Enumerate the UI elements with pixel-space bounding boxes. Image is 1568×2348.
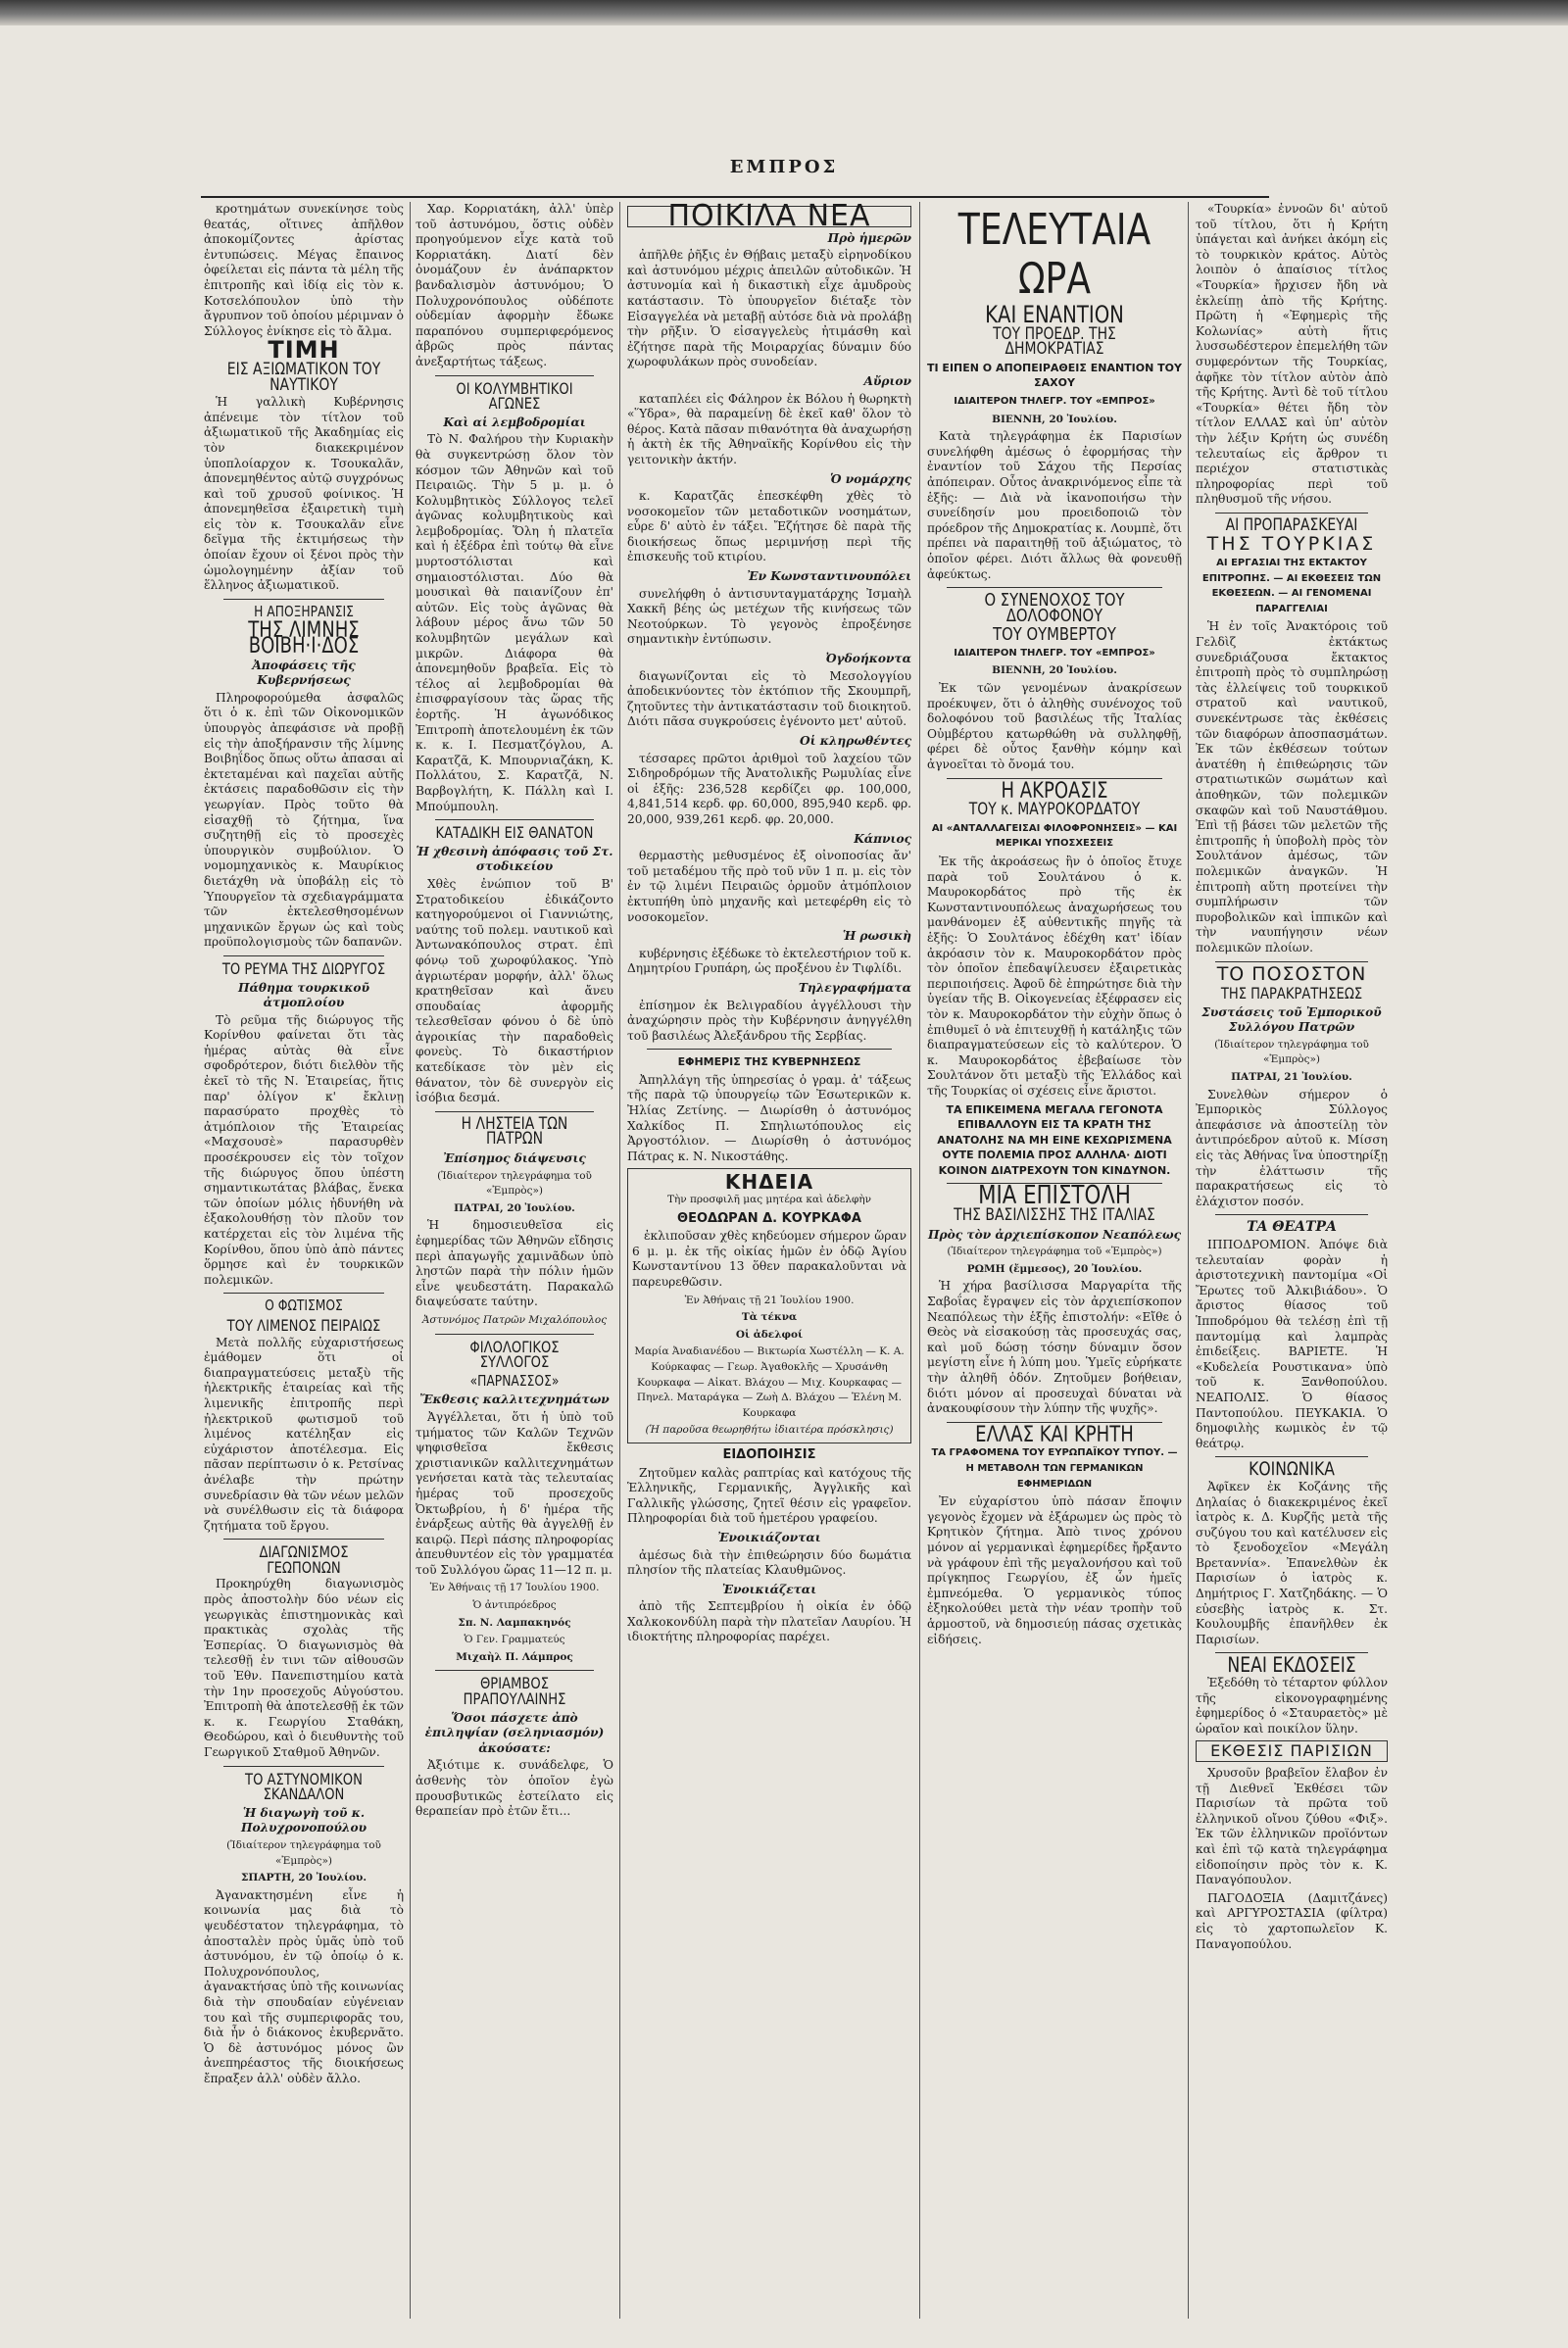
subheadline: Τηλεγραφήματα [798, 980, 911, 995]
article-text: ἀμέσως διὰ τὴν ἐπιθεώρησιν δύο δωμάτια πλησίον τῆς πλατείας Κλαυθμῶνος. [627, 1547, 911, 1578]
divider [223, 1293, 384, 1294]
divider [223, 1766, 384, 1767]
article-text: Κατὰ τηλεγράφημα ἐκ Παρισίων συνελήφθη ἀμέσως ὁ ἐφορμήσας τὴν ἐναντίον τοῦ Σάχου τῆς Περσίας ἀπόπειραν. Οὗτος ἀνακρινόμενος εἶπε τὰ ἑξῆς: — Διὰ νὰ ἱκανοποιήσω τὴν συνείδησίν μου προειδοποιῶ τὸν πρόεδρον τῆς Δημοκρατίας κ. Λουμπὲ, ὅτι πρέπει νὰ παραιτηθῇ τοῦ ἀξιώματος, τὸ ὁποῖον φέρει. Διότι ἄλλως θὰ φονευθῇ ἀφεύκτως. [927, 429, 1182, 581]
headline: Η ΑΚΡΟΑΣΙΣ [1001, 778, 1108, 804]
headline: ΤΗΣ ΛΙΜΝΗΣ ΒΟΙΒΗ·Ι·ΔΟΣ [248, 618, 360, 660]
subheadline: Ἐπίσημος διάψευσις [443, 1151, 586, 1166]
divider [435, 1670, 594, 1671]
subheadline: Πρὸ ἡμερῶν [827, 230, 911, 245]
dateline: ΒΙΕΝΝΗ, 20 Ἰουλίου. [992, 664, 1117, 677]
signer-name: Μιχαὴλ Π. Λάμπρος [456, 1650, 573, 1663]
headline: ΤΟ ΡΕΥΜΑ ΤΗΣ ΔΙΩΡΥΓΟΣ [221, 958, 386, 978]
subheadline: Ἡ διαγωγὴ τοῦ κ. Πολυχρονοπούλου [240, 1805, 368, 1835]
headline: ΑΙ ΠΡΟΠΑΡΑΣΚΕΥΑΙ [1225, 514, 1358, 535]
article-text: Τὸ ρεῦμα τῆς διώρυγος τῆς Κορίνθου φαίνεται ὅτι τὰς ἡμέρας αὐτὰς θὰ εἶνε σφοδρότερον, διότι διελθὸν τῆς ἐκεῖ τὸ τῆς Ν. Ἑταιρείας, ἥτις παρ' ὀλίγον κ' ἔκλινῃ παρασύρατο προχθὲς τὸ ἀτμόπλοιον τῆς Ἑταιρείας «Μαχσουσὲ» παρασυρθὲν προσέκρουσεν εἰς τὸν τοῖχον τῆς διώρυγος ὅπου ὑπέστη σημαντικωτάτας βλάβας, ἕνεκα τῶν ὁποίων μόλις ἠδυνήθη νὰ ἐξακολουθήσῃ τὸν πλοῦν τον κατέρχεται εἰς τὸν λιμένα τῆς Κορίνθου, ὅπου ὑπὸ ἀπὸ πάντες ὅρμησε καὶ ἐν τουρκικῶν πολεμικῶν. [204, 1012, 404, 1287]
divider [1215, 513, 1368, 514]
article-text: Ἐκ τῆς ἀκροάσεως ἣν ὁ ὁποῖος ἔτυχε παρὰ τοῦ Σουλτάνου ὁ κ. Μαυροκορδάτος πρὸ τῆς ἐκ Κωνσταντινουπόλεως ἀναχωρήσεως του μανθάνομεν ἐξ αὐθεντικῆς πηγῆς τὰ ἑξῆς: Ὁ Σουλτάνος ἐδέχθη κατ' ἰδίαν ἀκρόασιν τὸν κ. Μαυροκορδάτον πρὸς τὸν ὁποῖον ἐπεδαψίλευσεν ἐξαιρετικὰς περιποιήσεις. Ἀφοῦ δὲ ἐπηρώτησε διὰ τὴν ὑγείαν τῆς Β. Οἰκογενείας ἐξέφρασεν εἰς τὸν κ. Μαυροκορδάτον τὴν εὐχὴν ὅπως ὁ ἐπιθυμεῖ ὁ νὰ ἐπιτευχθῇ ἡ κατάληξις τῶν διαπραγματεύσεων εἰς τὸ καλύτερον. Ὁ κ. Μαυροκορδάτος ἐβεβαίωσε τὸν Σουλτάνον ὅτι μεταξὺ τῆς Ἑλλάδος καὶ τῆς Τουρκίας οἱ σχέσεις εἶνε ἄριστοι. [927, 855, 1182, 1098]
divider [435, 1111, 594, 1112]
article-text: Τὸ Ν. Φαλήρου τὴν Κυριακὴν θὰ συγκεντρώσῃ ὅλον τὸν κόσμον τῶν Ἀθηνῶν καὶ τοῦ Πειραιῶς. Τὴν 5 μ. μ. ὁ Κολυμβητικὸς Σύλλογος τελεῖ ἀγῶνας κολυμβητικοὺς καὶ λεμβοδρομίας. Ὅλη ἡ πλατεῖα καὶ ἡ ἐξέδρα ἐπὶ τούτῳ θὰ εἶνε μυρτοστόλισται καὶ σημαιοστόλισται. Δύο θὰ μουσικαὶ θὰ παιανίζουν ἐπ' αὐτῶν. Εἰς τοὺς ἀγῶνας θὰ λάβουν μέρος ἄνω τῶν 50 κολυμβητῶν μεγάλων καὶ μικρῶν. Διάφορα θὰ ἀπονεμηθοῦν βραβεῖα. Εἰς τὸ τέλος αἱ λεμβοδρομίαι θὰ ἐπισφραγίσουν τὰς ὥρας τῆς ἑορτῆς. Ἡ ἀγωνόδικος Ἐπιτροπὴ ἀποτελουμένη ἐκ τῶν κ. κ. Ι. Πεσματζόγλου, Α. Καρατζᾶ, Κ. Μπουρνιαζάκη, Κ. Πολλάτου, Σ. Καρατζᾶ, Ν. Βαρβογλήτη, Κ. Πάλλη καὶ Ι. Μπούμπουλη. [416, 432, 613, 813]
subheadline: Ἐνοικιάζεται [721, 1582, 817, 1596]
subheadline: ΤΑ ΕΠΙΚΕΙΜΕΝΑ ΜΕΓΑΛΑ ΓΕΓΟΝΟΤΑ ΕΠΙΒΑΛΛΟΥΝ ΕΙΣ ΤΑ ΚΡΑΤΗ ΤΗΣ ΑΝΑΤΟΛΗΣ ΝΑ ΜΗ ΕΙΝΕ ΚΕΧΩΡΙΣΜΕΝΑ ΟΥΤΕ ΠΟΛΕΜΙΑ ΠΡΟΣ ΑΛΛΗΛΑ· ΔΙΟΤΙ ΚΟΙΝΟΝ ΔΙΑΤΡΕΧΟΥΝ ΤΟΝ ΚΙΝΔΥΝΟΝ. [937, 1102, 1172, 1177]
article-text: ἀπῆλθε ῥῆξις ἐν Θῄβαις μεταξὺ εἰρηνοδίκου καὶ ἀστυνόμου μέχρις ἀπειλῶν αὐτοδικῶν. Ἡ ἀστυνομία καὶ ἡ δικαστικὴ εἶχε ἀμυδροὺς κατάστασιν. Τὸ ὑπουργεῖον διέταξε τὸν Εἰσαγγελέα νὰ μεταβῇ αὐτόσε διὰ νὰ προλάβῃ τὴν ρῆξιν. Ὁ εἰσαγγελεὺς ἠτιμάσθη καὶ ἐζήτησε παρὰ τῆς Μοιραρχίας δύναμιν δύο χωροφυλάκων πρὸς συνοδείαν. [627, 248, 911, 369]
headline: ΜΙΑ ΕΠΙΣΤΟΛΗ [978, 1181, 1131, 1211]
headline: ΔΙΑΓΩΝΙΣΜΟΣ ΓΕΩΠΟΝΩΝ [259, 1542, 349, 1577]
article-text: Πληροφορούμεθα ἀσφαλῶς ὅτι ὁ κ. ἐπὶ τῶν Οἰκονομικῶν ὑπουργὸς ἀπεφάσισε νὰ προβῇ εἰς τὴν ἀποξήρανσιν τῆς λίμνης Βοιβηΐδος ὅπως οὕτω ἀπασαι αἱ ἐκτεταμέναι καὶ παχεῖαι αὐτῆς ἐκτάσεις παραδοθῶσιν εἰς τὴν γεωργίαν. Πρὸς τοῦτο θὰ εἰσαχθῇ τὸ ζήτημα, ἵνα συζητηθῇ εἰς τὸ προσεχὲς ὑπουργικὸν συμβούλιον. Ὁ νομομηχανικὸς κ. Μαυρίκιος διετάχθη νὰ ὑποβάλῃ εἰς τὸ Ὑπουργεῖον τὰ σχεδιαγράμματα τῶν ἐκτελεσθησομένων μηχανικῶν ἔργων ὡς καὶ τοὺς προϋπολογισμοὺς τῶν δαπανῶν. [204, 690, 404, 950]
divider [1215, 1456, 1368, 1457]
subheadline: Ἔκθεσις καλλιτεχνημάτων [419, 1393, 610, 1407]
subheadline: Αὔριον [863, 373, 911, 388]
headline: ΚΗΔΕΙΑ [724, 1170, 814, 1195]
mourners-list: Μαρία Ἀναδιανέδου — Βικτωρία Χωστέλλη — Κ. Α. Κούρκαφας — Γεωρ. Ἀγαθοκλῆς — Χρυσάνθη Κουρκαφα — Αἰκατ. Βλάχου — Μιχ. Κουρκαφας — Πηνελ. Ματαράγκα — Ζωὴ Δ. Βλάχου — Ἑλένη Μ. Κουρκαφα [634, 1345, 905, 1419]
divider [223, 599, 384, 600]
article-text: ἐκλιποῦσαν χθὲς κηδεύομεν σήμερον ὥραν 6 μ. μ. ἐκ τῆς οἰκίας ἡμῶν ἐν ὁδῷ Ἀγίου Κωνσταντίνου 13 ὅθεν παρακαλοῦνται νὰ παρευρεθῶσιν. [632, 1229, 906, 1289]
divider [223, 1539, 384, 1540]
subheadline: Πρὸς τὸν ἀρχιεπίσκοπον Νεαπόλεως [927, 1227, 1182, 1242]
headline: Ο ΣΥΝΕΝΟΧΟΣ ΤΟΥ ΔΟΛΟΦΟΝΟΥ [984, 590, 1125, 626]
article-text: Ἀξιότιμε κ. συνάδελφε, Ὁ ἀσθενὴς τὸν ὁποῖον ἐγὼ προυσβυτικῶς ἐστείλατο εἰς θεραπείαν πρὸ ἐτῶν ἔτι... [416, 1758, 613, 1819]
headline: ΤΑ ΘΕΑΤΡΑ [1247, 1219, 1337, 1236]
divider [1215, 1214, 1368, 1215]
funeral-notice [627, 1168, 911, 1443]
signature: Ἀστυνόμος Πατρῶν Μιχαλόπουλος [421, 1313, 608, 1326]
subheadline: Πάθημα τουρκικοῦ ἀτμοπλοίου [237, 980, 370, 1010]
divider [435, 1334, 594, 1335]
notice-text: Τὴν προσφιλῆ μας μητέρα καὶ ἀδελφὴν [666, 1194, 872, 1206]
article-text: θερμαστὴς μεθυσμένος ἐξ οἰνοποσίας ἄν' τοῦ μεταδέμου τῆς πρὸ τοῦ νῦν 1 π. μ. εἰς τὸν ἐν τῷ λιμένι Πειραιῶς ὁρμοῦν ἀτμόπλοιον ἐκτυπήθη ὑπὸ μηχανῆς καὶ μετεφέρθη εἰς τὸ νοσοκομεῖον. [627, 849, 911, 924]
deceased-name: ΘΕΟΔΩΡΑΝ Δ. ΚΟΥΡΚΑΦΑ [677, 1210, 861, 1226]
headline: ΘΡΙΑΜΒΟΣ ΠΡΑΠΟΥΛΑΙΝΗΣ [463, 1674, 566, 1709]
headline: ΕΦΗΜΕΡΙΣ ΤΗΣ ΚΥΒΕΡΝΗΣΕΩΣ [677, 1055, 861, 1069]
masthead-title: ΕΜΠΡΟΣ [729, 157, 839, 177]
signer-role: Ὁ ἀντιπρόεδρος [472, 1599, 557, 1612]
headline: ΤΟ ΠΟΣΟΣΤΟΝ [1216, 962, 1367, 985]
article-text: τέσσαρες πρῶτοι ἀριθμοὶ τοῦ λαχείου τῶν Σιδηροδρόμων τῆς Ἀνατολικῆς Ρωμυλίας εἶνε οἱ ἑξῆς: 236,528 κερδίζει φρ. 100,000, 4,841,514 κερδ. φρ. 60,000, 895,940 κερδ. φρ. 20,000, 939,261 κερδ. φρ. 20,000. [627, 751, 911, 826]
notice-date: Ἐν Ἀθήναις τῇ 21 Ἰουλίου 1900. [684, 1294, 855, 1306]
article-text: κ. Καρατζᾶς ἐπεσκέφθη χθὲς τὸ νοσοκομεῖον τῶν μεταδοτικῶν νοσημάτων, εὗρε δ' αὐτὸ ἐν τάξει. Ἔζήτησε δὲ παρὰ τῆς διοικήσεως ὅπως μεριμνήσῃ περὶ τῆς ἐπισκευῆς τοῦ κτιρίου. [627, 489, 911, 564]
signer-name: Σπ. Ν. Λαμπακηνός [458, 1616, 571, 1629]
divider [947, 587, 1162, 588]
section-headline: ΤΕΛΕΥΤΑΙΑ ΩΡΑ [957, 205, 1152, 304]
column-separator [410, 202, 411, 2319]
subheadline: Κάπνιος [854, 831, 911, 846]
article-text: «Τουρκία» ἐννοῶν δι' αὐτοῦ τοῦ τίτλου, ὅτι ἡ Κρήτη ὑπάγεται καὶ ἀνήκει ἀκόμη εἰς τὸ τουρκικὸν κράτος. Αὐτὸς λοιπὸν ὁ ἀπαίσιος τίτλος «Τουρκία» ἤρχισεν ἤδη νὰ ἐκλείπῃ ἀπὸ τῆς Κρήτης. Πρῶτη ἡ «Ἐφημερὶς τῆς Κολωνίας» αὐτὴ ἥτις λυσσωδέστερον ἐπεμελήθη τῶν συμφερόντων τῆς Τουρκίας, ἀφῆκε τὸν τίτλον αὐτὸν ἀπὸ τῆς Κρήτης. Ἀντὶ δὲ τοῦ τίτλου «Τουρκία» θέτει ἤδη τὸν τίτλον ΕΛΛΑΣ καὶ ὑπ' αὐτὸν τὴν λέξιν Κρήτη ὡς συνέδη τελευταίως εἰς ἄρθρον τι περιέχον στατιστικὰς πληροφορίας περὶ τοῦ πληθυσμοῦ τῆς νήσου. [1196, 202, 1388, 507]
headline: ΤΟΥ ΛΙΜΕΝΟΣ ΠΕΙΡΑΙΩΣ [226, 1315, 381, 1335]
article-text: Ἐξεδόθη τὸ τέταρτον φύλλον τῆς εἰκονογραφημένης ἐφημερίδος ὁ «Σταυραετὸς» μὲ ὡραῖον καὶ ποικίλον ὕλην. [1196, 1676, 1388, 1736]
article-text: καταπλέει εἰς Φάληρον ἐκ Βόλου ἡ θωρηκτὴ «Ὕδρα», θὰ παραμείνῃ δὲ ἐκεῖ καθ' ὅλον τὸ θέρος. Κατὰ πᾶσαν πιθανότητα θὰ ἀναχωρήσῃ ἡ ἀκτὴ ἐκ τῆς Ἀθηναϊκῆς Κορίνθου εἰς τὴν γειτονικὴν ἀκτήν. [627, 391, 911, 466]
subheadline: Οἱ κληρωθέντες [799, 734, 911, 748]
column-3 [627, 202, 911, 2319]
headline: ΕΚΘΕΣΙΣ ΠΑΡΙΣΙΩΝ [1196, 1740, 1388, 1762]
subheadline: ΑΙ ΕΡΓΑΣΙΑΙ ΤΗΣ ΕΚΤΑΚΤΟΥ ΕΠΙΤΡΟΠΗΣ. — ΑΙ ΕΚΘΕΣΕΙΣ ΤΩΝ ΕΚΘΕΣΕΩΝ. — ΑΙ ΓΕΝΟΜΕΝΑΙ ΠΑΡΑΓΓΕΛΙΑΙ [1201, 558, 1382, 614]
headline: Η ΑΠΟΞΗΡΑΝΣΙΣ [254, 602, 354, 620]
headline: ΚΑΤΑΔΙΚΗ ΕΙΣ ΘΑΝΑΤΟΝ [435, 823, 594, 843]
notice-date: Ἐν Ἀθήναις τῇ 17 Ἰουλίου 1900. [429, 1582, 600, 1594]
article-text: Προκηρύχθη διαγωνισμὸς πρὸς ἀποστολὴν δύο νέων εἰς γεωργικὰς ἐπιστημονικὰς καὶ πρακτικὰς σχολὰς τῆς Ἑσπερίας. Ὁ διαγωνισμὸς θὰ τελεσθῇ ἐν τινι τῶν αἰθουσῶν τοῦ Ἐθν. Πανεπιστημίου κατὰ τὴν 1ην προσεχοῦς Αὐγούστου. Ἐπιτροπὴ θὰ ἀποτελεσθῇ ἐκ τῶν κ. κ. Γεωργίου Σταθάκη, Θεοδώρου, καὶ ὁ διευθυντὴς τοῦ Γεωργικοῦ Σταθμοῦ Ἀθηνῶν. [204, 1577, 404, 1759]
article-text: Ζητοῦμεν καλὰς ραπτρίας καὶ κατόχους τῆς Ἑλληνικῆς, Γερμανικῆς, Ἀγγλικῆς καὶ Γαλλικῆς γλώσσης, ζητεῖ θέσιν εἰς γραφεῖον. Πληροφορίαι διὰ τοῦ ἡμετέρου γραφείου. [627, 1465, 911, 1526]
telegram-note: (Ἰδιαίτερον τηλεγράφημα τοῦ «Ἐμπρὸς») [226, 1838, 381, 1867]
headline: ΤΟΥ ΟΥΜΒΕΡΤΟΥ [993, 624, 1116, 646]
section-headline: ΠΟΙΚΙΛΑ ΝΕΑ [627, 206, 911, 227]
headline: Η ΛΗΣΤΕΙΑ ΤΩΝ ΠΑΤΡΩΝ [461, 1113, 568, 1150]
article-text: διαγωνίζονται εἰς τὸ Μεσολογγίου ἀποδεικνύοντες τὸν ἐκτόπιον τῆς Σκουμπρῆ, ζητοῦντες τὴν ἀντικατάστασιν τοῦ διοικητοῦ. Διότι πᾶσα συγκρούσεις ἐγένοντο μετ' αὐτοῦ. [627, 668, 911, 729]
subheadline: Ὀγδοήκοντα [825, 652, 911, 666]
subheadline: Ὅσοι πάσχετε ἀπὸ ἐπιληψίαν (σεληνιασμόν) ἀκούσατε: [424, 1710, 605, 1755]
article-text: Ἡ χήρα βασίλισσα Μαργαρίτα τῆς Σαβοΐας ἔγραψεν εἰς τὸν ἀρχιεπίσκοπον Νεαπόλεως τὴν ἑξῆς ἐπιστολήν: «Εἴθε ὁ Θεὸς νὰ εἰσακούσῃ τὰς προσευχάς σας, καὶ μοῦ δώσῃ τόσην δύναμιν ὅσον μεγίστη εἶνε ἡ λύπη μου. Ὑμεῖς εὐρήκατε τὴν ἀληθῆ ὁδόν. Ζητοῦμεν βοήθειαν, διότι μόνον αἱ προσευχαὶ δύναται νὰ ἀνακουφίσουν τὴν λύπην τῆς ψυχῆς». [927, 1279, 1182, 1416]
scan-edge-band [0, 0, 1568, 25]
article-text: Ἡ γαλλικὴ Κυβέρνησις ἀπένειμε τὸν τίτλον τοῦ ἀξιωματικοῦ τῆς Ἀκαδημίας εἰς τὸν διακεκριμένον ὑποπλοίαρχον κ. Τσουκαλᾶν, ἀπονεμηθέντος αὐτῷ συγχρόνως καὶ τοῦ χρυσοῦ φοίνικος. Ἡ ἀπονεμηθεῖσα ἐξαιρετικὴ τιμὴ εἰς τὸν κ. Τσουκαλᾶν εἶνε δεῖγμα τῆς ἐκτιμήσεως τὴν ὁποίαν ἔχουν οἱ ξένοι πρὸς τὴν ὡμολογημένην ἀξίαν τοῦ ἕλληνος ἀξιωματικοῦ. [204, 395, 404, 593]
signer-role: Ὁ Γεν. Γραμματεύς [464, 1634, 565, 1646]
telegram-note: (Ἰδιαίτερον τηλεγράφημα τοῦ «Ἐμπρὸς») [1214, 1038, 1369, 1066]
telegram-note: (Ἰδιαίτερον τηλεγράφημα τοῦ «Ἐμπρὸς») [437, 1169, 592, 1198]
divider [435, 375, 594, 376]
column-1 [204, 202, 404, 2319]
article-text: Ἡ δημοσιευθεῖσα εἰς ἐφημερίδας τῶν Ἀθηνῶν εἴδησις περὶ ἀπαγωγῆς χαμινᾶδων ὑπὸ ληστῶν παρὰ τὴν πόλιν ἡμῶν εἶνε ψευδεστάτη. Παρακαλῶ διαψεύσατε ταύτην. [416, 1218, 613, 1309]
subheadline: Συστάσεις τοῦ Ἐμπορικοῦ Συλλόγου Πατρῶν [1201, 1004, 1382, 1035]
article-text: Συνελθὼν σήμερον ὁ Ἐμπορικὸς Σύλλογος ἀπεφάσισε νὰ ἀποστείλῃ τὸν ἀντιπρόεδρον αὐτοῦ κ. Μίσση εἰς τὰς Ἀθήνας ἵνα ὑποστηρίξῃ τὴν ἐλάττωσιν τῆς παρακρατήσεως εἰς τὸ ἐλάχιστον ποσόν. [1196, 1087, 1388, 1208]
headline: ΝΕΑΙ ΕΚΔΟΣΕΙΣ [1227, 1653, 1356, 1678]
article-text: Ἐκ τῶν γενομένων ἀνακρίσεων προέκυψεν, ὅτι ὁ ἀληθὴς συνένοχος τοῦ δολοφόνου τοῦ βασιλέως τῆς Ἰταλίας Οὐμβέρτου κατωρθώθη νὰ συλληφθῇ, φέρει δὲ οὗτος ξανθὴν κόμην καὶ ἀγνοεῖται τὸ ὄνομά του. [927, 681, 1182, 772]
telegram-note: ΙΔΙΑΙΤΕΡΟΝ ΤΗΛΕΓΡ. ΤΟΥ «ΕΜΠΡΟΣ» [954, 647, 1155, 659]
dateline: ΒΙΕΝΝΗ, 20 Ἰουλίου. [992, 413, 1117, 425]
column-separator [1188, 202, 1189, 2319]
column-4 [927, 202, 1182, 2319]
headline: ΕΛΛΑΣ ΚΑΙ ΚΡΗΤΗ [975, 1422, 1134, 1447]
headline: ΕΙΣ ΑΞΙΩΜΑΤΙΚΟΝ ΤΟΥ ΝΑΥΤΙΚΟΥ [226, 359, 381, 395]
article-text: Χρυσοῦν βραβεῖον ἔλαβον ἐν τῇ Διεθνεῖ Ἐκθέσει τῶν Παρισίων τὰ πρῶτα τοῦ ἐλληνικοῦ οἴνου ζύθου «Φιξ». Ἐκ τῶν ἐλληνικῶν προϊόντων καὶ ἐπὶ τῷ κατὰ τηλεγράφημα εἰδοποίησιν πρὸς τὸν κ. Κ. Παναγόπουλον. [1196, 1766, 1388, 1887]
headline: ΚΟΙΝΩΝΙΚΑ [1249, 1458, 1335, 1481]
headline: «ΠΑΡΝΑΣΣΟΣ» [469, 1371, 560, 1390]
article-text: κυβέρνησις ἐξέδωκε τὸ ἐκτελεστήριον τοῦ κ. Δημητρίου Γρυπάρη, ὡς προξένου ἐν Τιφλίδι. [627, 946, 911, 976]
subheadline: Καὶ αἱ λεμβοδρομίαι [443, 415, 586, 429]
dateline: ΠΑΤΡΑΙ, 20 Ἰουλίου. [454, 1201, 575, 1214]
column-separator [919, 202, 920, 2319]
subheadline: ΤΙ ΕΙΠΕΝ Ο ΑΠΟΠΕΙΡΑΘΕΙΣ ΕΝΑΝΤΙΟΝ ΤΟΥ ΣΑΧΟΥ [927, 361, 1182, 390]
article-text: ἀπὸ τῆς Σεπτεμβρίου ἡ οἰκία ἐν ὁδῷ Χαλκοκονδύλη παρὰ τὴν πλατεῖαν Λαυρίου. Ἡ ιδιοκτήτης πληροφορίας παρέχει. [627, 1599, 911, 1644]
article-text: Ἡ ἐν τοῖς Ἀνακτόροις τοῦ Γελδὶζ ἐκτάκτως συνεδριάζουσα ἔκτακτος ἐπιτροπὴ πρὸς τὸ συμπληρώσῃ τὰς ἐλλείψεις τοῦ τουρκικοῦ στρατοῦ καὶ ναυτικοῦ, συνεκέντρωσε τὰς ἐκθέσεις τῶν διαφόρων ἀποσπασμάτων. Ἐκ τῶν ἐκθέσεων τούτων ἀνατέθη ἡ ἐπιθεώρησις τῶν στρατιωτικῶν σωμάτων καὶ ἀποθηκῶν, τῶν πολεμικῶν σκαφῶν καὶ τοῦ Ναυστάθμου. Ἐπὶ τῇ βάσει τῶν μελετῶν τῆς ἐπιτροπῆς ἡ ὑποβολὴ πρὸς τὸν Σουλτάνον ἀμέσως, τῶν πολεμικῶν ἀναγκῶν. Ἡ ἐπιτροπὴ αὕτη προτείνει τὴν συμπλήρωσιν τῶν πυροβολικῶν καὶ ἱππικῶν καὶ τὴν ναυπήγησιν νέων πολεμικῶν πλοίων. [1196, 619, 1388, 954]
headline: ΤΗΣ ΒΑΣΙΛΙΣΣΗΣ ΤΗΣ ΙΤΑΛΙΑΣ [954, 1205, 1155, 1226]
subheadline: Ἀποφάσεις τῆς Κυβερνήσεως [252, 658, 356, 688]
headline: ΤΟΥ κ. ΜΑΥΡΟΚΟΡΔΑΤΟΥ [968, 800, 1141, 820]
article-text: Ἀγανακτησμένη εἶνε ἡ κοινωνία μας διὰ τὸ ψευδέστατον τηλεγράφημα, τὸ ἀποσταλὲν πρὸς ὑμᾶς ὑπὸ τοῦ ἀστυνόμου, ἐν τῷ ὁποίῳ ὁ κ. Πολυχρονόπουλος, ἀγανακτήσας ὑπὸ τῆς κοινωνίας διὰ τὴν σπουδαίαν εὐγένειαν του καὶ τῆς συμπεριφορᾶς του, διὰ ἦν ὁ διάκονος ἐκυβερνᾶτο. Ὁ δὲ ἀστυνόμος μόνος ὢν ἀνεπηρέαστος τῆς διοικήσεως ἔπραξεν ἀλλ' οὐδὲν ἄλλο. [204, 1887, 404, 2085]
article-text: ΙΠΠΟΔΡΟΜΙΟΝ. Ἀπόψε διὰ τελευταίαν φορὰν ἡ ἀριστοτεχνικὴ παντομίμα «Οἱ Ἔρωτες τοῦ Ἀλκιβιάδου». Ὁ ἄριστος θίασος τοῦ Ἱπποδρόμου θὰ τελέσῃ ἐπὶ τῇ παντομίμᾳ καὶ λαμπρὰς ἐπιδείξεις. ΒΑΡΙΕΤΕ. Ἡ «Κυδελεία Ρουστικανα» ὑπὸ τοῦ κ. Ξανθοπούλου. ΝΕΑΠΟΛΙΣ. Ὁ θίασος Παντοπούλου. ΠΕΥΚΑΚΙΑ. Ὁ δημοφιλὴς κωμικὸς ἐν τῷ θεάτρῳ. [1196, 1238, 1388, 1450]
dateline: ΣΠΑΡΤΗ, 20 Ἰουλίου. [241, 1872, 367, 1884]
subheadline: Ὁ νομάρχης [830, 471, 911, 486]
headline: ΤΟΥ ΠΡΟΕΔΡ. ΤΗΣ ΔΗΜΟΚΡΑΤΙΑΣ [993, 323, 1116, 360]
article-text: ἐπίσημον ἐκ Βελιγραδίου ἀγγέλλουσι τὴν ἀναχώρησιν πρὸς τὴν Κυβέρνησιν ἀνηγγέλθη τοῦ βασιλέως Ἀλεξάνδρου τῆς Σερβίας. [627, 998, 911, 1043]
headline: ΤΗΣ ΤΟΥΡΚΙΑΣ [1206, 533, 1377, 556]
mourners-label: Οἱ ἀδελφοί [735, 1328, 804, 1341]
column-separator [619, 202, 620, 2319]
telegram-note: ΙΔΙΑΙΤΕΡΟΝ ΤΗΛΕΓΡ. ΤΟΥ «ΕΜΠΡΟΣ» [954, 395, 1155, 407]
subheadline: Ἐνοικιάζονται [717, 1530, 821, 1544]
headline: ΟΙ ΚΟΛΥΜΒΗΤΙΚΟΙ ΑΓΩΝΕΣ [456, 378, 573, 414]
article-text: συνελήφθη ὁ ἀντισυνταγματάρχης Ἰσμαὴλ Χακκῆ βέης ὡς μετέχων τῆς κινήσεως τῶν Νεοτούρκων. Τὸ γεγονὸς ἐπροξένησε σημαντικὴν ἐντύπωσιν. [627, 586, 911, 647]
headline: Ο ΦΩΤΙΣΜΟΣ [265, 1296, 343, 1315]
dateline: ΠΑΤΡΑΙ, 21 Ἰουλίου. [1231, 1071, 1352, 1084]
divider [647, 1049, 892, 1050]
headline: ΤΟ ΑΣΤΥΝΟΜΙΚΟΝ ΣΚΑΝΔΑΛΟΝ [245, 1769, 363, 1804]
article-text: κροτημάτων συνεκίνησε τοὺς θεατάς, οἵτινες ἀπῆλθον ἀποκομίζοντες ἀρίστας ἐντυπώσεις. Μέγας ἔπαινος ὀφείλεται εἰς πάντα τὰ μέλη τῆς ἐπιτροπῆς καὶ ἰδίᾳ εἰς τὸν κ. Κοτσελόπουλον ὑπὸ τὴν ἄγρυπνον τοῦ ὁποίου μέριμναν ὁ Σύλλογος ἐνίκησε εἰς τὸ ἄλμα. [204, 202, 404, 338]
article-text: Ἐν εὐχαρίστου ὑπὸ πάσαν ἔποψιν γεγονὸς ἔχομεν νὰ ἐξάρωμεν ὡς πρὸς τὸ Κρητικὸν ζήτημα. Ἀπὸ τινος χρόνου μόνον αἱ γερμανικαὶ ἐφημερίδες ἤρξαντο νὰ γράφουν ἐπὶ τῆς μεγαλονήσου καὶ τοῦ πρίγκηπος Γεωργίου, ἐξ ὧν ἡμεῖς ἐμπνεόμεθα. Ὁ γερμανικὸς τύπος ἐξηκολούθει μετὰ τὴν νέαν τροπὴν τοῦ ἁρμοστοῦ, νὰ δημοσιεύῃ πάσας σχετικὰς εἰδήσεις. [927, 1494, 1182, 1646]
article-text: Χθὲς ἐνώπιον τοῦ Β' Στρατοδικείου ἐδικάζοντο κατηγορούμενοι οἱ Γιαννιώτης, ναύτης τοῦ πολεμ. ναυτικοῦ καὶ Ἀντωνακόπουλος στρατ. ἐπὶ φόνῳ τοῦ χωροφύλακος. Ὑπὸ ἀγριωτέραν μορφήν, ἀλλ' ὅλως κρατηθεῖσαν καὶ ἄνευ σπουδαίας ἀφορμῆς τελεσθεῖσαν φόνου ὁ δὲ ὑπὸ ἀγροικίας τὴν παραδοθεὶς φονεὺς. Τὸ δικαστήριον κατεδίκασε τὸν μὲν εἰς θάνατον, τὸν δὲ συνεργὸν εἰς ἰσόβια δεσμά. [416, 876, 613, 1105]
column-5 [1196, 202, 1388, 2319]
article-text: Ἀφῖκεν ἐκ Κοζάνης τῆς Δηλαίας ὁ διακεκριμένος ἐκεῖ ἰατρὸς κ. Δ. Κυρζῆς μετὰ τῆς συζύγου του καὶ κατέλυσεν εἰς τὸ ξενοδοχεῖον «Μεγάλη Βρεταννία». Ἐπανελθὼν ἐκ Παρισίων ὁ ἰατρὸς κ. Δημήτριος Γ. Χατζηδάκης. — Ὁ εὐσεβὴς ἰατρὸς κ. Στ. Κουλουμβῆς ἐπανῆλθεν ἐκ Παρισίων. [1196, 1479, 1388, 1646]
headline: ΦΙΛΟΛΟΓΙΚΟΣ ΣΥΛΛΟΓΟΣ [469, 1337, 560, 1372]
column-2 [416, 202, 613, 2319]
notice-footnote: (Ἡ παροῦσα θεωρηθήτω ἰδιαιτέρα πρόσκλησις) [645, 1424, 894, 1437]
headline: ΚΑΙ ΕΝΑΝΤΙΟΝ [985, 301, 1124, 328]
telegram-note: (Ἰδιαίτερον τηλεγράφημα τοῦ «Ἐμπρὸς») [947, 1246, 1162, 1258]
divider [223, 955, 384, 956]
article-text: ΠΑΓΟΔΟΞΙΑ (Δαμιτζάνες) καὶ ΑΡΓΥΡΟΣΤΑΣΙΑ (φίλτρα) εἰς τὸ χαρτοπωλεῖον Κ. Παναγοπούλου. [1196, 1890, 1388, 1951]
article-text: Ἀπηλλάγη τῆς ὑπηρεσίας ὁ γραμ. ἀ' τάξεως τῆς παρὰ τῷ ὑπουργείῳ τῶν Ἐσωτερικῶν κ. Ἠλίας Ζετίνης. — Διωρίσθη ὁ ἀστυνόμος Χαλκίδος Π. Σπηλιωτόπουλος εἰς Ἀργοστόλιον. — Διωρίσθη ὁ ἀστυνόμος Πάτρας κ. Ν. Νικοστάθης. [627, 1072, 911, 1163]
headline: ΕΙΔΟΠΟΙΗΣΙΣ [722, 1446, 816, 1462]
divider [435, 819, 594, 820]
headline: ΤΗΣ ΠΑΡΑΚΡΑΤΗΣΕΩΣ [1220, 984, 1363, 1003]
headline: ΤΙΜΗ [268, 336, 340, 365]
subheadline: Ἐν Κωνσταντινουπόλει [747, 569, 911, 584]
article-text: Μετὰ πολλῆς εὐχαριστήσεως ἐμάθομεν ὅτι οἱ διαπραγματεύσεις μεταξὺ τῆς ἠλεκτρικῆς ἑταιρείας καὶ τῆς λιμενικῆς ἐπιτροπῆς περὶ ἠλεκτρικοῦ φωτισμοῦ τοῦ λιμένος κατέληξαν εἰς εὐχάριστον ἀποτέλεσμα. Εἰς πᾶσαν περίπτωσιν ὁ κ. Ρετσίνας ἀνέλαβε τὴν πρώτην συνεδρίασιν θὰ τῶν νέων μελῶν νὰ συνέλθωσιν εἰς τὰ διάφορα ζητήματα τοῦ ἔργου. [204, 1335, 404, 1533]
subheadline: Ἡ ρωσικὴ [842, 929, 911, 944]
divider [1215, 961, 1368, 962]
subheadline: ΑΙ «ΑΝΤΑΛΛΑΓΕΙΣΑΙ ΦΙΛΟΦΡΟΝΗΣΕΙΣ» — ΚΑΙ ΜΕΡΙΚΑΙ ΥΠΟΣΧΕΣΕΙΣ [931, 822, 1178, 850]
mourners-label: Τὰ τέκνα [741, 1311, 798, 1324]
subheadline: ΤΑ ΓΡΑΦΟΜΕΝΑ ΤΟΥ ΕΥΡΩΠΑΪΚΟΥ ΤΥΠΟΥ. — Η ΜΕΤΑΒΟΛΗ ΤΩΝ ΓΕΡΜΑΝΙΚΩΝ ΕΦΗΜΕΡΙΔΩΝ [931, 1447, 1178, 1490]
article-text: Χαρ. Κορριατάκη, ἀλλ' ὑπὲρ τοῦ ἀστυνόμου, ὅστις οὐδὲν προηγούμενον εἶχε κατὰ τοῦ Κορριατάκη. Διατί δὲν ὀνομάζουν ἐν ἀνάπαρκτον βανδαλισμὸν ἀστυνόμου; Ὁ Πολυχρονόπουλος οὐδέποτε οὐδεμίαν ἀφορμὴν ἔδωκε παραπόνου συμπεριφερόμενος ἀβρῶς πρὸς πάντας ἀνεξαρτήτως τάξεως. [416, 202, 613, 368]
dateline: ΡΩΜΗ (ἔμμεσος), 20 Ἰουλίου. [966, 1262, 1143, 1275]
article-text: Ἀγγέλλεται, ὅτι ἡ ὑπὸ τοῦ τμήματος τῶν Καλῶν Τεχνῶν ψηφισθεῖσα ἔκθεσις χριστιανικῶν καλλιτεχνημάτων γενήσεται κατὰ τὰς τελευταίας ἡμέρας τοῦ προσεχοῦς Ὀκτωβρίου, ἡ δ' ἡμέρα τῆς ἐνάρξεως αὐτῆς θὰ ἀγγελθῇ ἐν καιρῷ. Περὶ πάσης πληροφορίας ἀπευθυντέον εἰς τὸν γραμματέα τοῦ Συλλόγου ὥρας 11—12 π. μ. [416, 1409, 613, 1577]
masthead-rule [201, 196, 1269, 198]
subheadline: Ἡ χθεσινὴ ἀπόφασις τοῦ Στ. στοδικείου [416, 844, 613, 874]
